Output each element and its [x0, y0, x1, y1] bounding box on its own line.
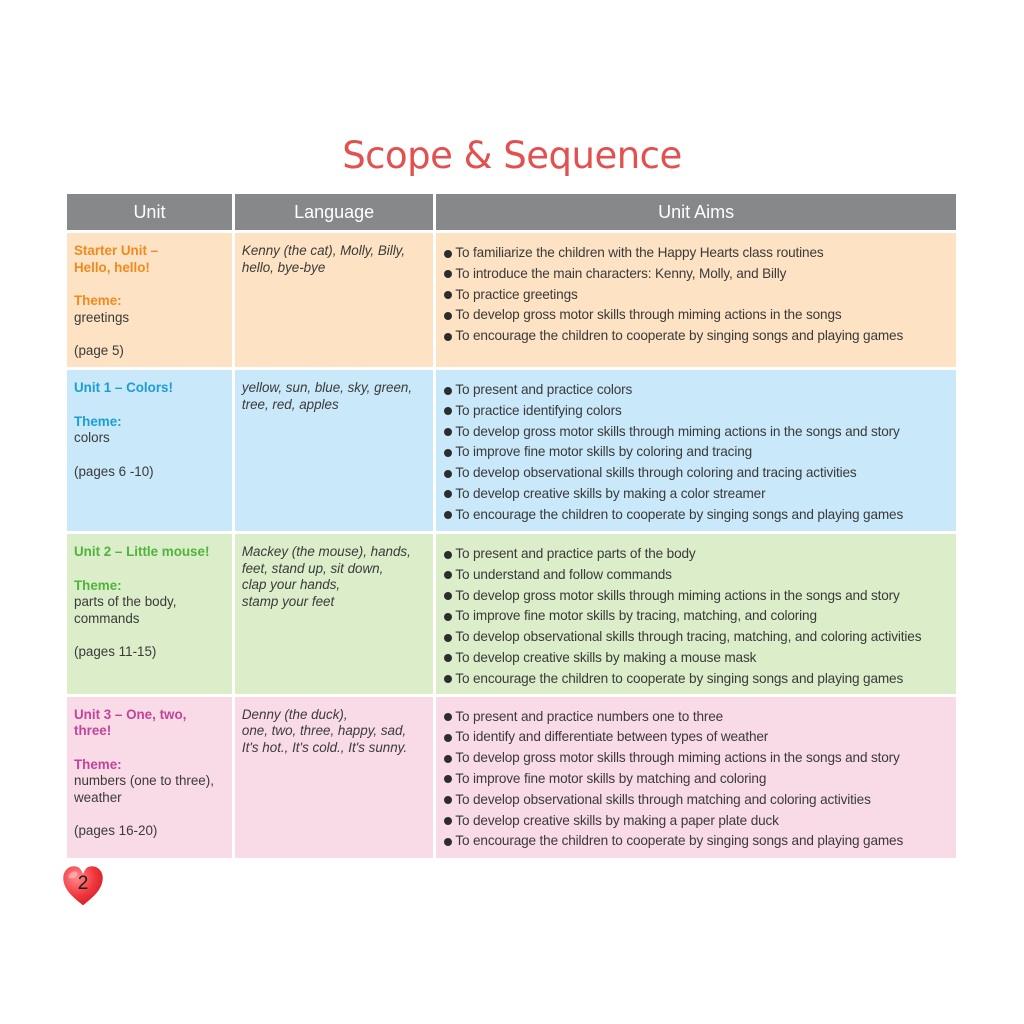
aims-list	[443, 707, 949, 853]
page-reference: (page 5)	[74, 343, 124, 358]
aim-item: To understand and follow commands	[443, 565, 949, 586]
aim-item: To encourage the children to cooperate by singing songs and playing games	[443, 669, 949, 690]
aim-item: To identify and differentiate between types of weather	[443, 727, 949, 748]
aim-item: To develop gross motor skills through miming actions in the songs	[443, 305, 949, 326]
aims-column-header: Unit Aims	[436, 194, 956, 230]
table-row	[67, 534, 956, 694]
language-text: Denny (the duck), one, two, three, happy, sad, It's hot., It's cold., It's sunny.	[241, 706, 408, 755]
aim-item: To practice identifying colors	[443, 401, 949, 422]
aims-cell	[436, 233, 956, 367]
aim-item: To present and practice numbers one to three	[443, 707, 949, 728]
theme-text: numbers (one to three), weather	[74, 773, 214, 805]
theme-text: parts of the body, commands	[74, 594, 177, 626]
aims-cell	[436, 370, 956, 531]
aim-item: To develop creative skills by making a paper plate duck	[443, 811, 949, 832]
page-title: Scope & Sequence	[342, 134, 682, 177]
scope-sequence-table	[64, 191, 959, 861]
aim-item: To encourage the children to cooperate by singing songs and playing games	[443, 326, 949, 347]
unit-title: Unit 3 – One, two, three!	[74, 706, 187, 739]
aim-item: To improve fine motor skills by matching and coloring	[443, 769, 949, 790]
aim-item: To develop creative skills by making a mouse mask	[443, 648, 949, 669]
theme-text: colors	[74, 430, 110, 445]
language-text: Kenny (the cat), Molly, Billy, hello, bye-bye	[241, 243, 406, 275]
unit-title: Unit 2 – Little mouse!	[74, 544, 210, 559]
unit-title: Unit 1 – Colors!	[74, 380, 173, 395]
aim-item: To encourage the children to cooperate by singing songs and playing games	[443, 831, 949, 852]
aim-item: To develop observational skills through matching and coloring activities	[443, 790, 949, 811]
unit-column-header: Unit	[67, 194, 232, 230]
aim-item: To develop creative skills by making a color streamer	[443, 484, 949, 505]
aim-item: To develop observational skills through tracing, matching, and coloring activities	[443, 627, 949, 648]
language-cell	[235, 233, 433, 367]
page-reference: (pages 11-15)	[74, 644, 157, 659]
table-row	[67, 697, 956, 858]
aims-cell	[436, 697, 956, 858]
language-cell	[235, 697, 433, 858]
language-cell	[235, 534, 433, 694]
theme-label: Theme:	[74, 756, 122, 772]
page-number: 2	[77, 873, 89, 894]
aims-list	[443, 243, 949, 347]
theme-text: greetings	[74, 309, 130, 325]
aim-item: To develop gross motor skills through miming actions in the songs and story	[443, 748, 949, 769]
language-text: yellow, sun, blue, sky, green, tree, red, apples	[241, 380, 413, 412]
table-row	[67, 233, 956, 367]
aim-item: To encourage the children to cooperate by singing songs and playing games	[443, 505, 949, 526]
unit-cell	[67, 233, 232, 367]
aims-list	[443, 380, 949, 526]
aim-item: To present and practice parts of the body	[443, 544, 949, 565]
aim-item: To present and practice colors	[443, 380, 949, 401]
aims-list	[443, 544, 949, 690]
theme-label: Theme:	[74, 413, 122, 429]
unit-cell	[67, 534, 232, 694]
aim-item: To improve fine motor skills by coloring and tracing	[443, 442, 949, 463]
theme-label: Theme:	[74, 293, 122, 308]
aims-cell	[436, 534, 956, 694]
aim-item: To develop gross motor skills through miming actions in the songs and story	[443, 422, 949, 443]
language-column-header: Language	[235, 194, 433, 230]
page-reference: (pages 6 -10)	[74, 463, 154, 479]
aim-item: To improve fine motor skills by tracing, matching, and coloring	[443, 606, 949, 627]
table-row	[67, 370, 956, 531]
aim-item: To develop observational skills through coloring and tracing activities	[443, 463, 949, 484]
theme-label: Theme:	[74, 577, 122, 593]
table-header-row	[67, 194, 956, 230]
unit-title: Starter Unit – Hello, hello!	[74, 243, 159, 275]
page-reference: (pages 16-20)	[74, 823, 158, 839]
aim-item: To practice greetings	[443, 285, 949, 306]
unit-cell	[67, 697, 232, 858]
unit-cell	[67, 370, 232, 531]
aim-item: To familiarize the children with the Happy Hearts class routines	[443, 243, 949, 264]
language-text: Mackey (the mouse), hands, feet, stand up, sit down, clap your hands, stamp your feet	[241, 544, 411, 609]
aim-item: To introduce the main characters: Kenny, Molly, and Billy	[443, 264, 949, 285]
language-cell	[235, 370, 433, 531]
aim-item: To develop gross motor skills through miming actions in the songs and story	[443, 586, 949, 607]
